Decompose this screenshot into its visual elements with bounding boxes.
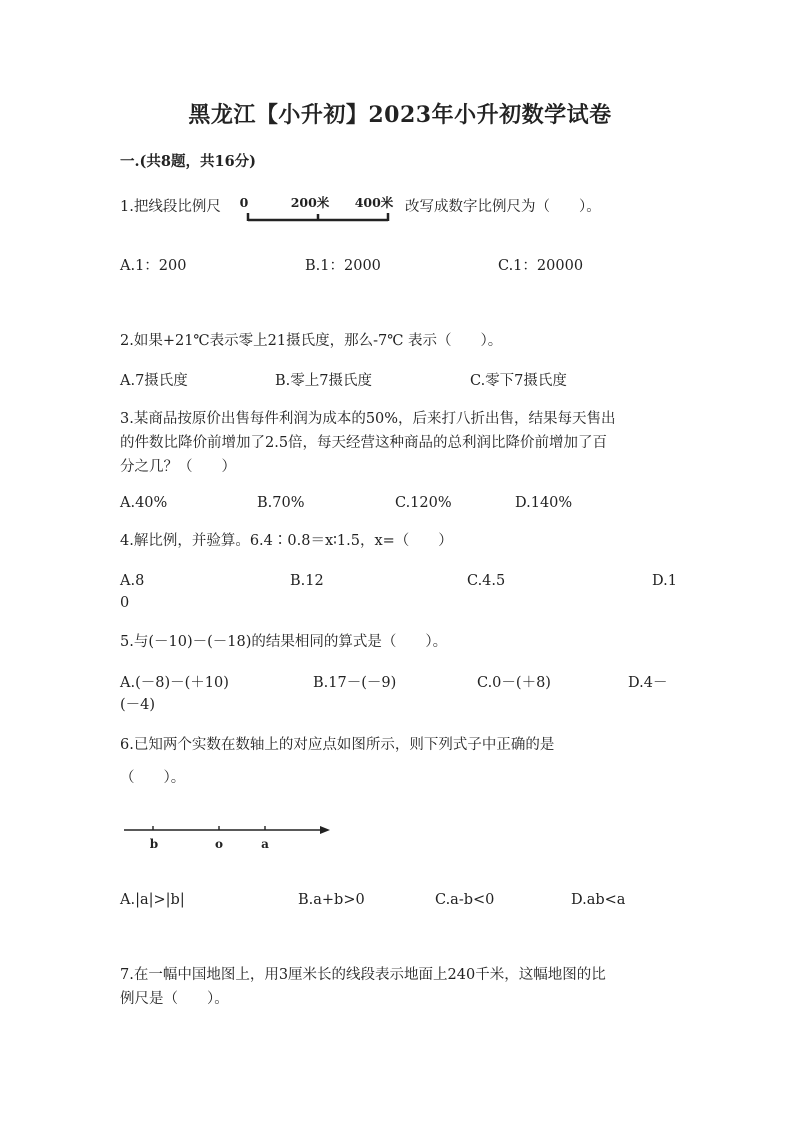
question-3-line-1: 3.某商品按原价出售每件利润为成本的50%，后来打八折出售，结果每天售出	[120, 411, 616, 427]
number-line-arrow	[320, 826, 330, 834]
question-7-line-2: 例尺是（ ）。	[120, 991, 229, 1007]
question-3-line-2: 的件数比降价前增加了2.5倍，每天经营这种商品的总利润比降价前增加了百	[120, 435, 608, 451]
q6-option-c[interactable]: C.a-b<0	[435, 892, 495, 908]
question-6-line-2: （ ）。	[120, 770, 186, 786]
scale-label-0: 0	[239, 195, 249, 210]
page-title: 黑龙江【小升初】2023年小升初数学试卷	[188, 102, 612, 128]
q3-option-b[interactable]: B.70%	[257, 495, 305, 511]
q4-option-a[interactable]: A.8	[120, 573, 145, 589]
q6-option-a[interactable]: A.|a|>|b|	[120, 892, 185, 908]
q6-option-b[interactable]: B.a+b>0	[298, 892, 365, 908]
q5-option-c[interactable]: C.0－(＋8)	[477, 675, 551, 691]
q5-option-d[interactable]: D.4－	[628, 675, 668, 691]
question-7	[120, 963, 690, 1011]
question-1-text-after: 改写成数字比例尺为（ ）。	[405, 199, 601, 215]
point-label-b: b	[149, 837, 159, 851]
question-6: 6.已知两个实数在数轴上的对应点如图所示，则下列式子中正确的是	[120, 737, 555, 753]
q3-option-a[interactable]: A.40%	[120, 495, 168, 511]
q2-option-b[interactable]: B.零上7摄氏度	[275, 373, 372, 389]
q3-option-d[interactable]: D.140%	[515, 495, 573, 511]
question-2: 2.如果+21℃表示零上21摄氏度，那么-7℃ 表示（ ）。	[120, 333, 503, 349]
question-4: 4.解比例，并验算。6.4∶0.8＝x∶1.5，x=（ ）	[120, 533, 453, 549]
scale-label-200: 200米	[290, 195, 330, 210]
q1-option-c[interactable]: C.1：20000	[498, 258, 584, 274]
point-label-a: a	[261, 837, 269, 851]
q4-option-c[interactable]: C.4.5	[467, 573, 506, 589]
question-7-line-1: 7.在一幅中国地图上，用3厘米长的线段表示地面上240千米，这幅地图的比	[120, 967, 606, 983]
q1-option-b[interactable]: B.1：2000	[305, 258, 381, 274]
scale-label-400: 400米	[354, 195, 394, 210]
segment-scale-figure	[238, 192, 398, 226]
question-3-line-3: 分之几？（ ）	[120, 459, 236, 475]
q4-option-d-wrap: 0	[120, 595, 130, 611]
q6-option-d[interactable]: D.ab<a	[571, 892, 626, 908]
q1-option-a[interactable]: A.1：200	[120, 258, 187, 274]
section-heading: 一.(共8题，共16分)	[120, 153, 257, 170]
q2-option-c[interactable]: C.零下7摄氏度	[470, 373, 567, 389]
number-line-figure	[118, 818, 338, 852]
q3-option-c[interactable]: C.120%	[395, 495, 452, 511]
q2-option-a[interactable]: A.7摄氏度	[120, 373, 188, 389]
question-3	[120, 407, 690, 479]
question-5: 5.与(－10)－(－18)的结果相同的算式是（ ）。	[120, 634, 448, 650]
question-1-text-before: 1.把线段比例尺	[120, 199, 221, 215]
q5-option-a[interactable]: A.(－8)－(＋10)	[120, 675, 229, 691]
q4-option-d[interactable]: D.1	[652, 573, 677, 589]
q4-option-b[interactable]: B.12	[290, 573, 324, 589]
q5-option-b[interactable]: B.17－(－9)	[313, 675, 397, 691]
q5-option-d-wrap: (－4)	[120, 697, 156, 713]
point-label-o: o	[214, 837, 224, 851]
